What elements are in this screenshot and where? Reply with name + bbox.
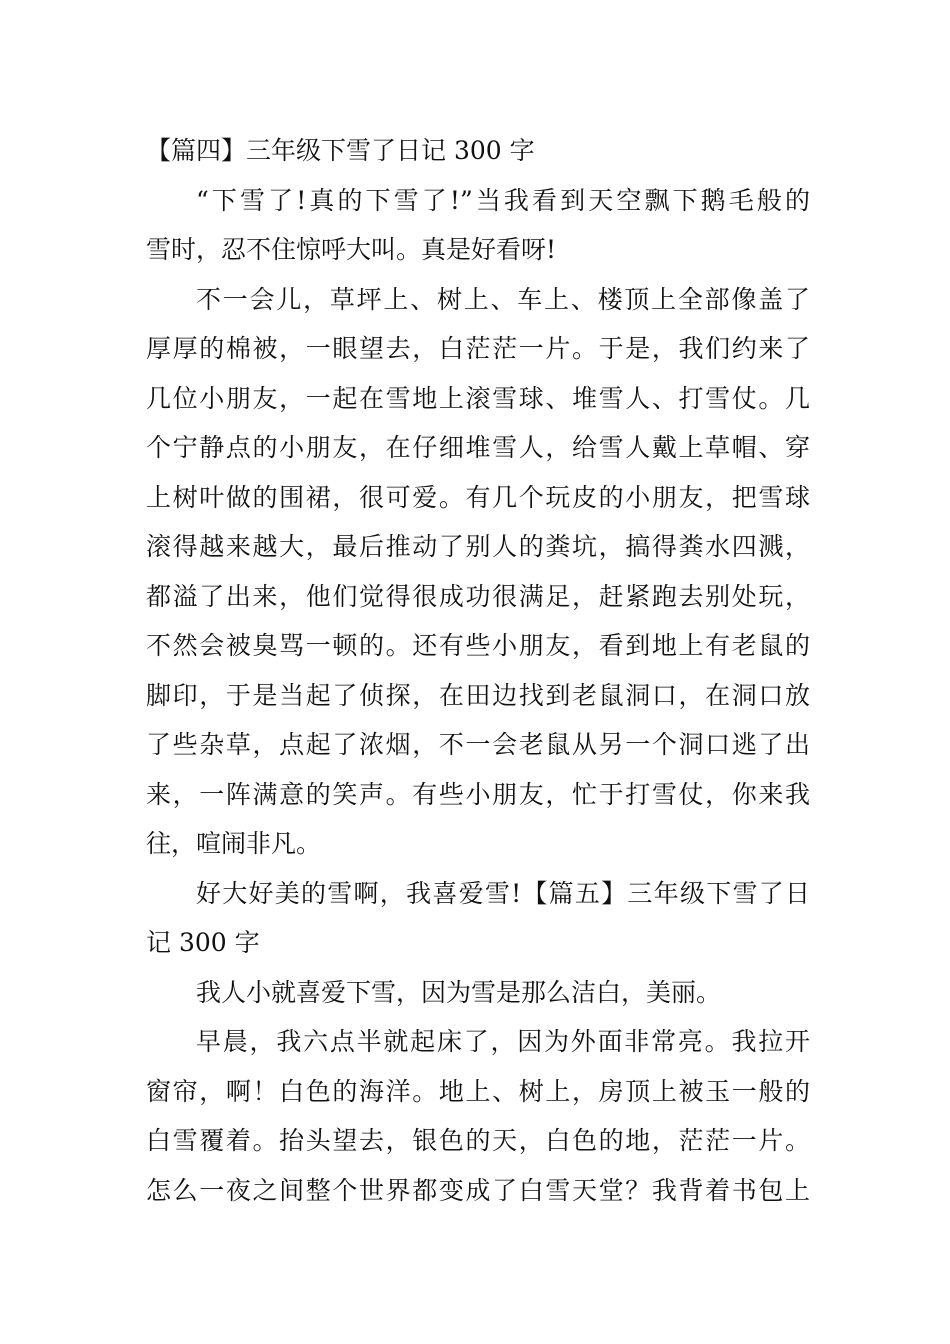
section-heading: 【篇四】三年级下雪了日记 300 字: [146, 136, 535, 165]
paragraph-line: 不一会儿，草坪上、树上、车上、楼顶上全部像盖了: [196, 284, 810, 314]
paragraph-line: 早晨，我六点半就起床了，因为外面非常亮。我拉开: [196, 1027, 810, 1056]
paragraph-line: 脚印，于是当起了侦探，在田边找到老鼠洞口，在洞口放: [146, 680, 810, 710]
paragraph-line: 窗帘，啊！白色的海洋。地上、树上，房顶上被玉一般的: [146, 1076, 810, 1106]
paragraph-line: 好大好美的雪啊，我喜爱雪!【篇五】三年级下雪了日: [196, 878, 810, 908]
paragraph-line: 不然会被臭骂一顿的。还有些小朋友，看到地上有老鼠的: [146, 631, 810, 660]
paragraph-line: “下雪了!真的下雪了!”当我看到天空飘下鹅毛般的: [196, 185, 810, 215]
paragraph-line: 来，一阵满意的笑声。有些小朋友，忙于打雪仗，你来我: [146, 779, 810, 809]
paragraph-line: 雪时，忍不住惊呼大叫。真是好看呀!: [146, 235, 557, 264]
paragraph-line: 都溢了出来，他们觉得很成功很满足，赶紧跑去别处玩，: [146, 581, 810, 611]
paragraph-line: 怎么一夜之间整个世界都变成了白雪天堂？我背着书包上: [146, 1175, 810, 1205]
diary-text: [146, 126, 810, 1215]
paragraph-line: 记 300 字: [146, 928, 260, 957]
paragraph-line: 厚厚的棉被，一眼望去，白茫茫一片。于是，我们约来了: [146, 334, 810, 363]
paragraph-line: 了些杂草，点起了浓烟，不一会老鼠从另一个洞口逃了出: [146, 730, 810, 759]
paragraph-line: 往，喧闹非凡。: [146, 829, 322, 858]
paragraph-line: 我人小就喜爱下雪，因为雪是那么洁白，美丽。: [196, 977, 722, 1007]
paragraph-line: 白雪覆着。抬头望去，银色的天，白色的地，茫茫一片。: [146, 1126, 810, 1155]
paragraph-line: 几位小朋友，一起在雪地上滚雪球、堆雪人、打雪仗。几: [146, 383, 810, 413]
paragraph-line: 个宁静点的小朋友，在仔细堆雪人，给雪人戴上草帽、穿: [146, 433, 810, 462]
paragraph-line: 滚得越来越大，最后推动了别人的粪坑，搞得粪水四溅，: [146, 532, 810, 561]
paragraph-line: 上树叶做的围裙，很可爱。有几个玩皮的小朋友，把雪球: [146, 482, 810, 512]
